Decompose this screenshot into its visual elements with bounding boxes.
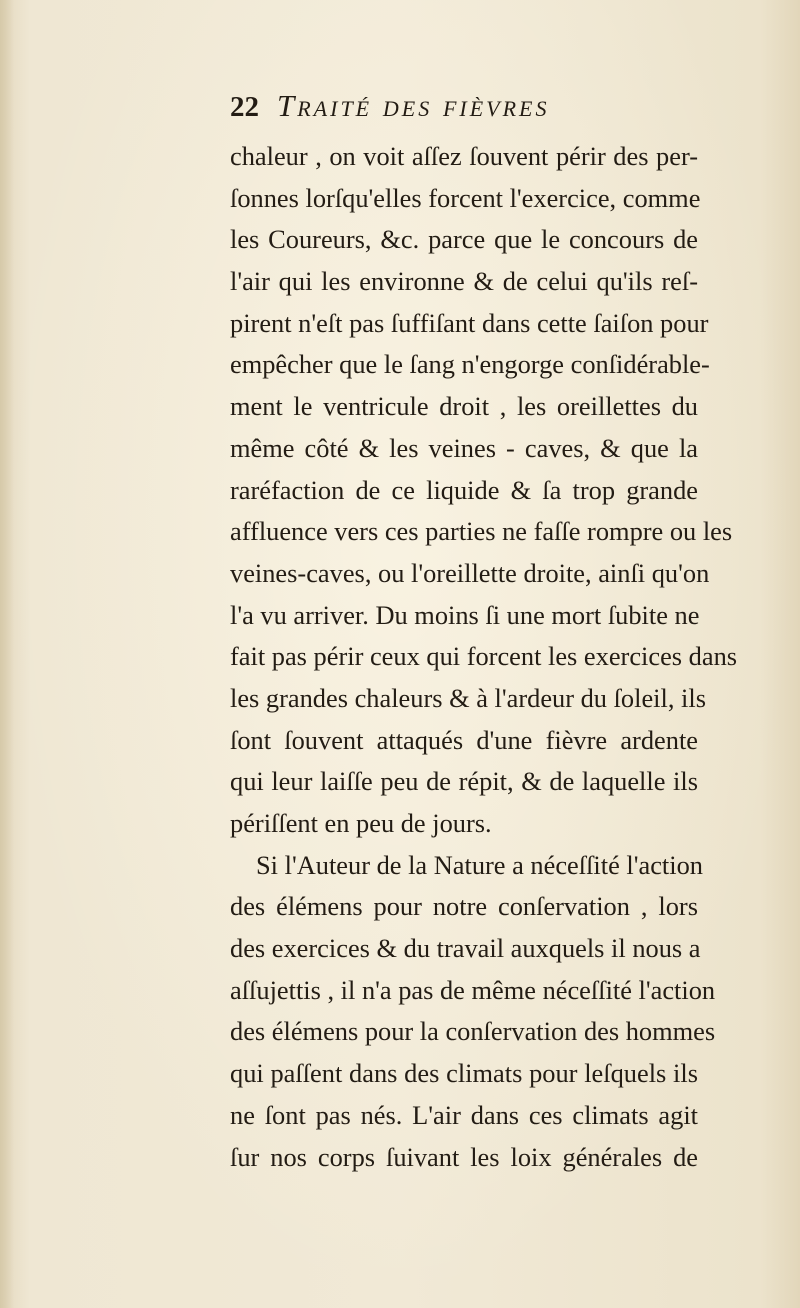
- paragraph-start-line: Si l'Auteur de la Nature a néceſſité l'action: [256, 849, 703, 880]
- text-line: des élémens pour notre conſervation , lors: [230, 891, 698, 922]
- text-line: empêcher que le ſang n'engorge conſidérable-: [230, 349, 710, 380]
- running-header: [230, 88, 700, 124]
- text-line: les Coureurs, &c. parce que le concours de: [230, 224, 698, 255]
- page-number: 22: [230, 91, 259, 123]
- text-line: fait pas périr ceux qui forcent les exercices dans: [230, 641, 738, 672]
- text-line: l'air qui les environne & de celui qu'ils reſ-: [230, 266, 698, 297]
- text-line: affluence vers ces parties ne faſſe rompre ou les: [230, 516, 733, 547]
- text-line: des élémens pour la conſervation des hommes: [230, 1016, 716, 1047]
- text-line: même côté & les veines - caves, & que la: [230, 432, 698, 463]
- text-line: l'a vu arriver. Du moins ſi une mort ſubite ne: [230, 599, 700, 630]
- text-line: ment le ventricule droit , les oreillettes du: [230, 391, 698, 422]
- text-line: raréfaction de ce liquide & ſa trop grande: [230, 474, 698, 505]
- text-line: ſont ſouvent attaqués d'une fièvre ardente: [230, 724, 698, 755]
- text-line: des exercices & du travail auxquels il nous a: [230, 933, 701, 964]
- text-line: les grandes chaleurs & à l'ardeur du ſoleil, ils: [230, 682, 706, 713]
- text-line: ſur nos corps ſuivant les loix générales de: [230, 1141, 698, 1172]
- text-line: qui paſſent dans des climats pour leſquels ils: [230, 1058, 698, 1089]
- paragraph-end-line: périſſent en peu de jours.: [230, 808, 492, 838]
- text-line: qui leur laiſſe peu de répit, & de laquelle ils: [230, 766, 698, 797]
- text-line: ſonnes lorſqu'elles forcent l'exercice, comme: [230, 182, 701, 213]
- text-line: pirent n'eſt pas ſuffiſant dans cette ſaiſon pour: [230, 307, 709, 338]
- running-title: Traité des fièvres: [277, 88, 550, 123]
- text-line: veines-caves, ou l'oreillette droite, ainſi qu'on: [230, 557, 710, 588]
- body-text: [230, 136, 738, 1178]
- text-line: ne ſont pas nés. L'air dans ces climats agit: [230, 1099, 698, 1130]
- text-line: chaleur , on voit aſſez ſouvent périr des per-: [230, 141, 698, 171]
- text-line: aſſujettis , il n'a pas de même néceſſité l'action: [230, 974, 716, 1005]
- page-gutter-shadow: [0, 0, 14, 1308]
